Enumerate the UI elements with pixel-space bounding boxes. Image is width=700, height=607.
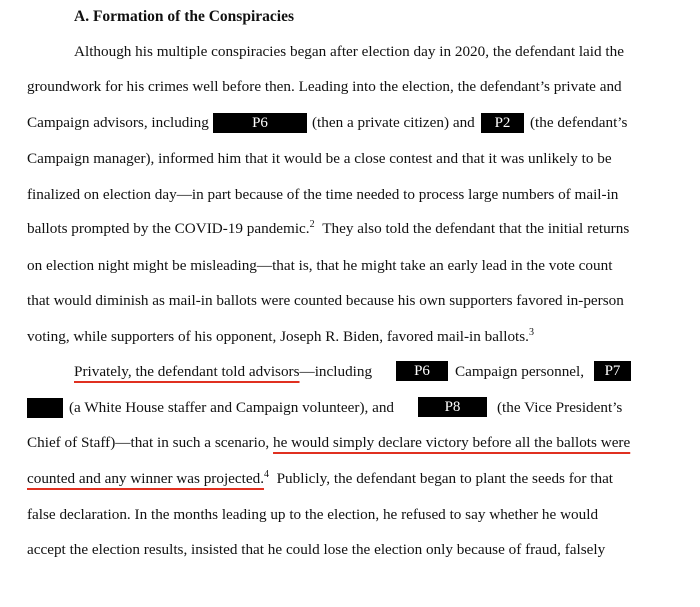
section-heading: A. Formation of the Conspiracies: [74, 8, 294, 25]
text-span: (the defendant’s: [530, 114, 628, 131]
text-line: [27, 469, 630, 489]
text-line: [74, 362, 372, 382]
text-line: [27, 113, 209, 133]
text-line: [27, 291, 630, 311]
text-line: [27, 185, 630, 205]
text-line: [69, 398, 394, 418]
underlined-text: Privately, the defendant told advisors: [74, 363, 300, 380]
text-span: (the Vice President’s: [497, 399, 623, 416]
text-span: voting, while supporters of his opponent, Joseph R. Biden, favored mail-in ballots.: [27, 328, 529, 345]
redaction-box: P7: [594, 361, 631, 381]
text-line: [497, 398, 622, 418]
redaction-box: P6: [396, 361, 448, 381]
text-span: ballots prompted by the COVID-19 pandemic.: [27, 220, 310, 237]
footnote-marker: 3: [528, 327, 534, 338]
underlined-text: counted and any winner was projected.: [27, 470, 265, 487]
text-span: Chief of Staff)—that in such a scenario,: [27, 434, 270, 451]
text-span: on election night might be misleading—that is, that he might take an early lead in the vote count: [27, 257, 613, 274]
text-line: [27, 540, 630, 560]
underlined-text: he would simply declare victory before all the ballots were: [273, 434, 631, 451]
text-span: Campaign advisors, including: [27, 114, 209, 131]
redaction-box: P6: [213, 113, 307, 133]
text-line: [27, 149, 630, 169]
text-span: They also told the defendant that the initial returns: [322, 220, 630, 237]
text-span: [27, 469, 613, 489]
text-line: [455, 362, 584, 382]
footnote-marker: 2: [309, 219, 315, 230]
text-span: finalized on election day—in part because of the time needed to process large numbers of mail-in: [27, 186, 619, 203]
text-span: Publicly, the defendant began to plant the seeds for that: [276, 470, 614, 487]
text-line: [27, 77, 630, 97]
text-span: Campaign personnel,: [455, 363, 585, 380]
text-line: [27, 219, 630, 239]
text-span: false declaration. In the months leading up to the election, he refused to say whether he would: [27, 506, 599, 523]
text-span: [27, 219, 629, 239]
text-span: (a White House staffer and Campaign volunteer), and: [69, 399, 395, 416]
text-span: Although his multiple conspiracies began after election day in 2020, the defendant laid the: [74, 43, 624, 60]
redaction-box: P8: [418, 397, 487, 417]
text-line: [312, 113, 475, 133]
redaction-box: [27, 398, 63, 418]
text-line: [530, 113, 627, 133]
text-line: [27, 327, 534, 347]
text-line: [74, 42, 624, 62]
redaction-box: P2: [481, 113, 524, 133]
text-line: [27, 256, 630, 276]
text-line: [27, 505, 630, 525]
text-span: groundwork for his crimes well before then. Leading into the election, the defendant’s private and: [27, 78, 622, 95]
footnote-marker: 4: [264, 469, 270, 480]
text-span: —including: [299, 363, 373, 380]
text-span: Campaign manager), informed him that it would be a close contest and that it was unlikely to be: [27, 150, 612, 167]
text-span: that would diminish as mail-in ballots were counted because his own supporters favored in-person: [27, 292, 624, 309]
text-span: (then a private citizen) and: [312, 114, 475, 131]
text-line: [27, 433, 630, 453]
text-span: accept the election results, insisted that he could lose the election only because of fraud, falsely: [27, 541, 606, 558]
